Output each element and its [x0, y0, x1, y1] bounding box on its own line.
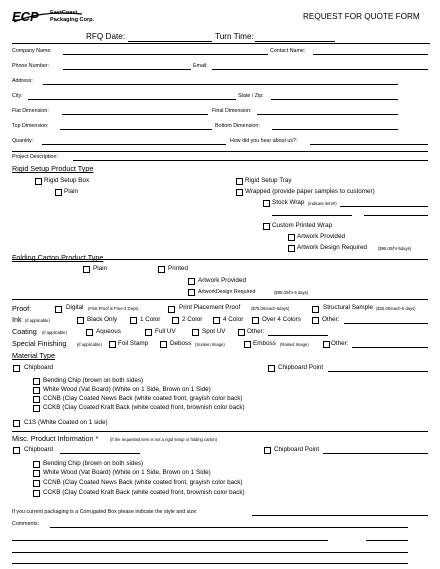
turn-time-field[interactable]	[255, 41, 335, 42]
fields-divider	[12, 151, 428, 152]
ink-other-checkbox[interactable]	[312, 317, 319, 324]
material-cckb-checkbox[interactable]	[33, 405, 40, 412]
folding-divider	[12, 299, 428, 300]
structural-sample-checkbox[interactable]	[312, 306, 319, 313]
flat-dimension-label: Flat Dimension:	[12, 108, 49, 114]
over-four-colors-checkbox[interactable]	[252, 317, 259, 324]
full-uv-label: Full UV	[155, 328, 176, 335]
folding-printed-checkbox[interactable]	[158, 266, 165, 273]
coating-note: (if applicable)	[42, 330, 67, 335]
rfq-date-label: RFQ Date:	[86, 32, 126, 41]
full-uv-checkbox[interactable]	[145, 329, 152, 336]
structural-sample-label: Structural Sample	[323, 304, 374, 311]
material-divider	[12, 431, 428, 432]
aqueous-checkbox[interactable]	[86, 329, 93, 336]
comments-line-4[interactable]	[12, 563, 408, 564]
misc-chipboard-field[interactable]	[60, 453, 140, 454]
company-name-label: Company Name:	[12, 48, 52, 54]
logo-text: ECP	[12, 9, 39, 24]
stock-wrap-field-3[interactable]	[364, 215, 428, 216]
misc-ccnb-checkbox[interactable]	[33, 480, 40, 487]
stock-wrap-field[interactable]	[340, 206, 428, 207]
ink-other-label: Other:	[322, 316, 340, 323]
misc-chipboard-point-field[interactable]	[323, 453, 428, 454]
emboss-note: (Raised Image)	[280, 342, 309, 347]
rigid-artwork-design-price: ($95.00/hr-5days)	[378, 246, 412, 251]
folding-plain-checkbox[interactable]	[83, 266, 90, 273]
finishing-other-field[interactable]	[352, 347, 428, 348]
comments-line-3[interactable]	[12, 552, 408, 553]
special-finishing-label: Special Finishing	[12, 339, 67, 348]
folding-artwork-provided-label: Artwork Provided	[198, 277, 246, 284]
material-chipboard-checkbox[interactable]	[13, 365, 20, 372]
city-field[interactable]	[28, 99, 236, 100]
folding-artwork-provided-checkbox[interactable]	[188, 278, 195, 285]
ink-label: Ink	[12, 315, 22, 324]
material-cckb-label: CCKB (Clay Coated Kraft Back (white coated front, brownish color back)	[43, 404, 245, 411]
print-placement-proof-note: ($75.00/each-5days)	[251, 306, 290, 311]
structural-sample-note: ($25.00/each-5 days)	[376, 306, 416, 311]
folding-artwork-design-price: ($95.00/hr-5 days)	[274, 290, 309, 295]
misc-bending-chip-checkbox[interactable]	[33, 461, 40, 468]
stock-wrap-label: Stock Wrap	[272, 199, 305, 206]
rigid-setup-box-label: Rigid Setup Box	[44, 177, 90, 184]
address-label: Address:	[12, 78, 33, 84]
phone-number-label: Phone Number:	[12, 63, 50, 69]
comments-label: Comments:	[12, 521, 40, 527]
material-section-title: Material Type	[12, 351, 56, 360]
misc-section-title: Misc. Product Information *	[12, 434, 99, 443]
rigid-artwork-design-checkbox[interactable]	[288, 245, 295, 252]
top-dimension-label: Top Dimension:	[12, 123, 49, 129]
misc-chipboard-label: Chipboard	[24, 446, 54, 453]
state-zip-label: State / Zip:	[238, 93, 264, 99]
page-title: REQUEST FOR QUOTE FORM	[303, 12, 420, 21]
misc-chipboard-point-label: Chipboard Point	[274, 446, 320, 453]
special-finishing-note: (if applicable)	[77, 342, 102, 347]
material-chipboard-point-label: Chipboard Point	[278, 364, 324, 371]
foil-stamp-label: Foil Stamp	[118, 340, 149, 347]
misc-ccnb-label: CCNB (Clay Coated News Back (white coated front, grayish color back)	[43, 479, 243, 486]
emboss-label: Emboss	[253, 340, 276, 347]
misc-cckb-checkbox[interactable]	[33, 490, 40, 497]
proof-label: Proof:	[12, 304, 32, 313]
rigid-setup-tray-checkbox[interactable]	[236, 178, 243, 185]
digital-proof-label: Digital	[66, 304, 84, 311]
material-c1s-checkbox[interactable]	[13, 420, 20, 427]
misc-section-note: (if the requested item is not a rigid setup or folding carton)	[110, 437, 218, 442]
address-field[interactable]	[43, 84, 398, 85]
city-label: City:	[12, 93, 23, 99]
stock-wrap-field-2[interactable]	[272, 215, 352, 216]
wrapped-checkbox[interactable]	[236, 189, 243, 196]
flat-dimension-field[interactable]	[62, 114, 208, 115]
contact-name-field[interactable]	[313, 54, 428, 55]
custom-printed-wrap-checkbox[interactable]	[263, 223, 270, 230]
emboss-checkbox[interactable]	[244, 341, 251, 348]
misc-white-wood-label: White Wood (Vat Board) (White on 1 Side, Brown on 1 Side)	[43, 469, 211, 476]
project-description-label: Project Description:	[12, 154, 58, 160]
header-divider	[12, 43, 430, 44]
final-dimension-label: Final Dimension:	[212, 108, 252, 114]
four-color-checkbox[interactable]	[213, 317, 220, 324]
turn-time-label: Turn Time:	[215, 32, 254, 41]
corrugated-field[interactable]	[252, 515, 428, 516]
rfq-date-field[interactable]	[128, 41, 212, 42]
folding-printed-label: Printed	[168, 265, 188, 272]
coating-other-checkbox[interactable]	[238, 329, 245, 336]
spot-uv-checkbox[interactable]	[192, 329, 199, 336]
deboss-label: Deboss	[170, 340, 192, 347]
one-color-label: 1 Color	[140, 316, 161, 323]
comments-line-2a[interactable]	[12, 540, 328, 541]
print-placement-proof-label: Print Placement Proof	[179, 304, 241, 311]
top-dimension-field[interactable]	[60, 129, 212, 130]
spot-uv-label: Spot UV	[202, 328, 226, 335]
over-four-colors-label: Over 4 Colors	[262, 316, 301, 323]
folding-plain-label: Plain	[93, 265, 108, 272]
rigid-setup-box-checkbox[interactable]	[35, 178, 42, 185]
black-only-label: Black Only	[87, 316, 118, 323]
email-field[interactable]	[212, 69, 428, 70]
print-placement-proof-checkbox[interactable]	[168, 306, 175, 313]
comments-line-2b[interactable]	[366, 540, 408, 541]
stock-wrap-note: (indicate item#)	[308, 201, 337, 206]
rigid-plain-label: Plain	[64, 188, 79, 195]
company-line1: EastCoast	[50, 10, 78, 16]
misc-white-wood-checkbox[interactable]	[33, 470, 40, 477]
rigid-artwork-provided-checkbox[interactable]	[288, 234, 295, 241]
coating-other-field[interactable]	[268, 335, 328, 336]
material-white-wood-label: White Wood (Vat Board) (White on 1 Side, Brown on 1 Side)	[43, 386, 211, 393]
digital-proof-note: (First Proof is Free-3 Days)	[88, 306, 139, 311]
rigid-plain-checkbox[interactable]	[55, 189, 62, 196]
stock-wrap-checkbox[interactable]	[263, 200, 270, 207]
custom-printed-wrap-label: Custom Printed Wrap	[272, 222, 333, 229]
contact-name-label: Contact Name:	[270, 48, 306, 54]
folding-artwork-design-label: ArtworkDesign Required	[198, 289, 256, 295]
folding-artwork-design-checkbox[interactable]	[188, 289, 195, 296]
ink-other-field[interactable]	[344, 323, 428, 324]
rigid-setup-tray-label: Rigid Setup Tray	[245, 177, 292, 184]
ink-note: (if applicable)	[25, 318, 50, 323]
phone-number-field[interactable]	[63, 69, 191, 70]
wrapped-label: Wrapped (provide paper samples to customer)	[245, 188, 375, 195]
one-color-checkbox[interactable]	[130, 317, 137, 324]
company-name-field[interactable]	[63, 54, 268, 55]
foil-stamp-checkbox[interactable]	[109, 341, 116, 348]
how-did-you-hear-label: How did you hear about us?:	[230, 138, 298, 144]
material-chipboard-label: Chipboard	[24, 364, 54, 371]
quantity-field[interactable]	[42, 144, 226, 145]
material-chipboard-point-checkbox[interactable]	[268, 365, 275, 372]
material-chipboard-point-field[interactable]	[328, 371, 428, 372]
final-dimension-field[interactable]	[257, 114, 398, 115]
finishing-other-label: Other:	[331, 340, 349, 347]
four-color-label: 4 Color	[223, 316, 244, 323]
aqueous-label: Aqueous	[96, 328, 121, 335]
material-ccnb-checkbox[interactable]	[33, 396, 40, 403]
misc-chipboard-point-checkbox[interactable]	[264, 447, 271, 454]
company-line2: Packaging Corp.	[50, 17, 95, 23]
folding-section-title: Folding Carton Product Type	[12, 253, 104, 262]
quantity-label: Quantity:	[12, 138, 34, 144]
misc-bending-chip-label: Bending Chip (brown on both sides)	[43, 460, 144, 467]
deboss-checkbox[interactable]	[160, 341, 167, 348]
logo	[12, 8, 102, 26]
bottom-dimension-field[interactable]	[272, 129, 398, 130]
deboss-note: (Sunken Image)	[195, 342, 225, 347]
rigid-artwork-provided-label: Artwork Provided	[297, 233, 345, 240]
comments-field[interactable]	[50, 527, 408, 528]
state-zip-field[interactable]	[271, 99, 398, 100]
rigid-artwork-design-label: Artwork Design Required	[297, 244, 367, 251]
project-description-field[interactable]	[73, 160, 428, 161]
two-color-label: 2 Color	[182, 316, 203, 323]
digital-proof-checkbox[interactable]	[55, 306, 62, 313]
bottom-dimension-label: Bottom Dimension:	[215, 123, 260, 129]
material-white-wood-checkbox[interactable]	[33, 387, 40, 394]
rigid-section-title: Rigid Setup Product Type	[12, 164, 94, 173]
material-bending-chip-checkbox[interactable]	[33, 378, 40, 385]
material-ccnb-label: CCNB (Clay Coated News Back (white coated front, grayish color back)	[43, 395, 243, 402]
coating-label: Coating	[12, 327, 37, 336]
email-label: Email:	[193, 63, 208, 69]
two-color-checkbox[interactable]	[172, 317, 179, 324]
corrugated-label: If you current packaging is a Corrugated Box please indicate the style and size:	[12, 509, 198, 515]
material-bending-chip-label: Bending Chip (brown on both sides)	[43, 377, 144, 384]
material-c1s-label: C1S (White Coated on 1 side)	[24, 419, 108, 426]
misc-cckb-label: CCKB (Clay Coated Kraft Back (white coated front, brownish color back)	[43, 489, 245, 496]
how-did-you-hear-field[interactable]	[310, 144, 428, 145]
misc-chipboard-checkbox[interactable]	[13, 447, 20, 454]
coating-other-label: Other:	[247, 328, 265, 335]
finishing-other-checkbox[interactable]	[323, 341, 330, 348]
black-only-checkbox[interactable]	[77, 317, 84, 324]
